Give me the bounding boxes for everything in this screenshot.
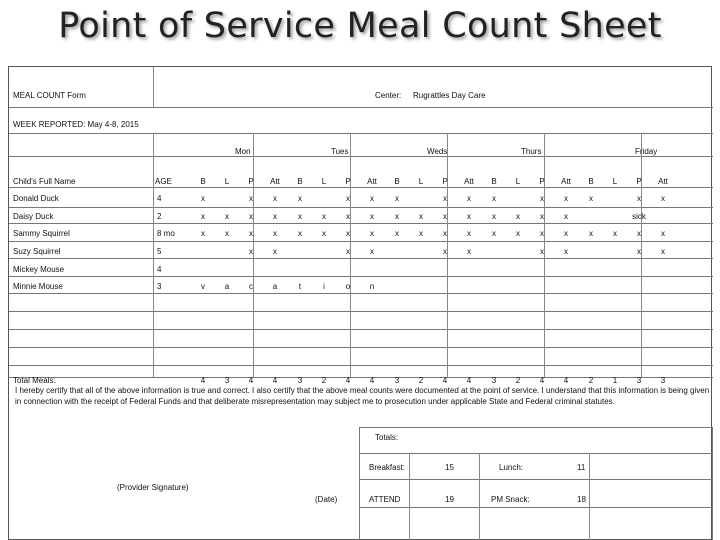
meal-mark: x [370, 212, 374, 221]
lunch-value: 11 [577, 463, 586, 472]
meal-total: 3 [224, 376, 230, 385]
meal-mark: x [201, 229, 205, 238]
meal-mark: x [201, 212, 205, 221]
meal-mark: x [443, 194, 447, 203]
meal-header-b: B [394, 177, 400, 186]
child-age: 4 [157, 194, 162, 203]
attend-label: ATTEND [369, 495, 401, 504]
meal-mark: x [492, 212, 496, 221]
child-age: 8 mo [157, 229, 175, 238]
child-age: 5 [157, 247, 162, 256]
row-divider [9, 329, 713, 330]
meal-mark: v [201, 282, 205, 291]
meal-mark: x [443, 229, 447, 238]
meal-mark: x [273, 229, 277, 238]
meal-mark: n [369, 282, 375, 291]
meal-total: 4 [442, 376, 448, 385]
meal-mark: x [443, 247, 447, 256]
row-divider [9, 311, 713, 312]
meal-total: 3 [660, 376, 666, 385]
meal-header-p: P [345, 177, 351, 186]
meal-header-l: L [418, 177, 424, 186]
row-divider [9, 241, 713, 242]
meal-header-b: B [200, 177, 206, 186]
meal-mark: x [613, 229, 617, 238]
summary-totals-label: Totals: [375, 433, 399, 442]
meal-total: 4 [539, 376, 545, 385]
meal-mark: x [589, 194, 593, 203]
meal-mark: x [467, 229, 471, 238]
row-divider [9, 223, 713, 224]
child-age: 2 [157, 212, 162, 221]
meal-mark: x [540, 247, 544, 256]
meal-mark: x [589, 229, 593, 238]
meal-mark: x [637, 194, 641, 203]
pm-snack-label: PM Snack: [491, 495, 530, 504]
child-name-header: Child's Full Name [13, 177, 76, 186]
meal-header-l: L [321, 177, 327, 186]
summary-divider [409, 453, 410, 540]
meal-total: 4 [272, 376, 278, 385]
meal-total: 1 [612, 376, 618, 385]
meal-mark: x [201, 194, 205, 203]
meal-mark: c [249, 282, 253, 291]
certification-text: I hereby certify that all of the above information is true and correct. I also certify that the above meal counts were documented at the point of service. I understand that this information is being given in connection with the receipt of Federal Funds and that deliberate misrepresentation may subject me to prosecution under applicable State and Federal criminal statutes. [15, 386, 710, 406]
meal-mark: x [273, 194, 277, 203]
meal-mark: x [661, 229, 665, 238]
meal-mark: x [346, 247, 350, 256]
breakfast-label: Breakfast: [369, 463, 406, 472]
meal-mark: x [564, 247, 568, 256]
meal-header-b: B [297, 177, 303, 186]
meal-mark: x [249, 247, 253, 256]
provider-signature-label: (Provider Signature) [117, 483, 189, 492]
meal-mark: x [467, 194, 471, 203]
row-divider [9, 258, 713, 259]
row-divider [9, 276, 713, 277]
meal-mark: o [345, 282, 351, 291]
row-divider [9, 133, 713, 134]
meal-mark: x [467, 212, 471, 221]
meal-mark: x [637, 229, 641, 238]
meal-mark: x [225, 212, 229, 221]
summary-divider [359, 479, 713, 480]
meal-mark: x [298, 212, 302, 221]
meal-header-p: P [636, 177, 642, 186]
child-name: Donald Duck [13, 194, 59, 203]
meal-mark: x [564, 194, 568, 203]
meal-mark: sick [632, 212, 646, 221]
meal-mark: x [540, 194, 544, 203]
meal-mark: x [298, 194, 302, 203]
meal-mark: x [249, 194, 253, 203]
meal-header-b: B [588, 177, 594, 186]
day-header-thurs: Thurs [521, 147, 542, 156]
meal-mark: x [419, 229, 423, 238]
meal-total: 2 [321, 376, 327, 385]
meal-mark: x [492, 194, 496, 203]
center-name: Rugrattles Day Care [413, 91, 486, 100]
row-divider [9, 207, 713, 208]
meal-total: 3 [636, 376, 642, 385]
meal-total: 4 [248, 376, 254, 385]
meal-total: 3 [297, 376, 303, 385]
meal-total: 3 [491, 376, 497, 385]
meal-header-att: Att [270, 177, 280, 186]
summary-divider [359, 453, 713, 454]
attend-value: 19 [445, 495, 454, 504]
meal-mark: x [540, 229, 544, 238]
meal-mark: x [346, 229, 350, 238]
meal-mark: x [467, 247, 471, 256]
summary-divider [479, 453, 480, 540]
child-age: 3 [157, 282, 162, 291]
child-name: Sammy Squirrel [13, 229, 70, 238]
meal-mark: x [346, 194, 350, 203]
meal-header-p: P [539, 177, 545, 186]
totals-label: Total Meals: [13, 376, 56, 385]
meal-mark: x [322, 229, 326, 238]
meal-header-att: Att [561, 177, 571, 186]
meal-mark: a [224, 282, 230, 291]
meal-mark: x [516, 229, 520, 238]
center-label: Center: [375, 91, 402, 100]
child-name: Mickey Mouse [13, 265, 65, 274]
lunch-label: Lunch: [499, 463, 524, 472]
day-header-mon: Mon [235, 147, 251, 156]
meal-mark: x [370, 229, 374, 238]
meal-mark: x [370, 247, 374, 256]
meal-mark: x [564, 229, 568, 238]
day-header-weds: Weds [427, 147, 448, 156]
meal-total: 2 [588, 376, 594, 385]
row-divider [9, 365, 713, 366]
meal-total: 2 [418, 376, 424, 385]
age-header: AGE [155, 177, 172, 186]
meal-mark: x [516, 212, 520, 221]
meal-mark: x [637, 247, 641, 256]
page-title: Point of Service Meal Count Sheet [58, 6, 662, 46]
meal-total: 4 [369, 376, 375, 385]
meal-header-p: P [248, 177, 254, 186]
child-name: Minnie Mouse [13, 282, 63, 291]
row-divider [9, 347, 713, 348]
form-label: MEAL COUNT Form [13, 91, 86, 100]
meal-header-p: P [442, 177, 448, 186]
meal-header-l: L [612, 177, 618, 186]
meal-header-att: Att [658, 177, 668, 186]
meal-total: 4 [200, 376, 206, 385]
child-name: Suzy Squirrel [13, 247, 61, 256]
meal-mark: x [492, 229, 496, 238]
meal-mark: x [225, 229, 229, 238]
meal-mark: t [298, 282, 302, 291]
meal-mark: x [273, 212, 277, 221]
column-divider [153, 67, 154, 107]
meal-mark: x [564, 212, 568, 221]
summary-divider [359, 507, 713, 508]
breakfast-value: 15 [445, 463, 454, 472]
meal-mark: x [395, 212, 399, 221]
meal-mark: x [249, 229, 253, 238]
meal-total: 4 [345, 376, 351, 385]
week-reported: WEEK REPORTED: May 4-8, 2015 [13, 120, 139, 129]
summary-box [359, 427, 713, 540]
meal-mark: x [322, 212, 326, 221]
meal-mark: x [370, 194, 374, 203]
meal-mark: x [249, 212, 253, 221]
child-age: 4 [157, 265, 162, 274]
meal-mark: x [395, 229, 399, 238]
day-header-friday: Friday [635, 147, 658, 156]
meal-mark: a [272, 282, 278, 291]
row-divider [9, 187, 713, 188]
meal-header-l: L [224, 177, 230, 186]
meal-mark: x [273, 247, 277, 256]
meal-mark: x [540, 212, 544, 221]
row-divider [9, 156, 713, 157]
row-divider [9, 293, 713, 294]
row-divider [9, 107, 713, 108]
meal-mark: x [661, 247, 665, 256]
meal-mark: i [323, 282, 325, 291]
meal-count-sheet [8, 66, 712, 540]
summary-divider [589, 453, 590, 540]
meal-mark: x [298, 229, 302, 238]
meal-total: 3 [394, 376, 400, 385]
date-label: (Date) [315, 495, 338, 504]
meal-header-att: Att [367, 177, 377, 186]
meal-mark: x [419, 212, 423, 221]
meal-header-l: L [515, 177, 521, 186]
meal-total: 4 [563, 376, 569, 385]
meal-total: 2 [515, 376, 521, 385]
meal-mark: x [661, 194, 665, 203]
meal-mark: x [346, 212, 350, 221]
column-divider [153, 133, 154, 377]
meal-header-att: Att [464, 177, 474, 186]
pm-snack-value: 18 [577, 495, 586, 504]
meal-header-b: B [491, 177, 497, 186]
meal-total: 4 [466, 376, 472, 385]
child-name: Daisy Duck [13, 212, 54, 221]
day-header-tues: Tues [331, 147, 349, 156]
meal-mark: x [395, 194, 399, 203]
meal-mark: x [443, 212, 447, 221]
